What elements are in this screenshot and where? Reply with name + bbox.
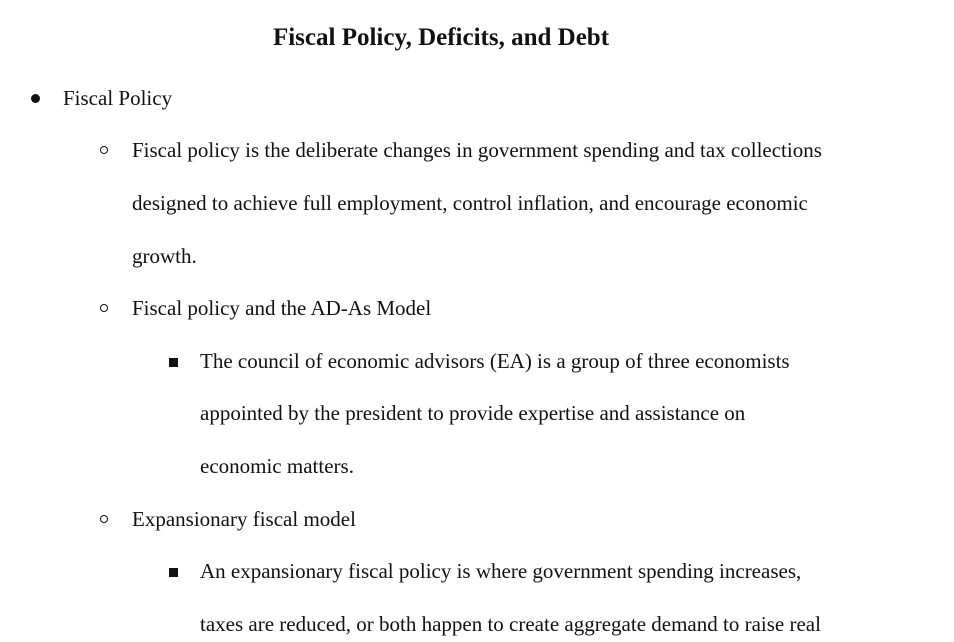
disc-bullet-icon bbox=[31, 83, 41, 113]
section-heading: Fiscal Policy bbox=[63, 86, 173, 110]
circle-bullet-icon bbox=[100, 504, 109, 534]
expansionary-heading: Expansionary fiscal model bbox=[132, 507, 356, 531]
document-title: Fiscal Policy, Deficits, and Debt bbox=[272, 24, 610, 51]
definition-line-3: growth. bbox=[132, 244, 197, 268]
circle-bullet-icon bbox=[100, 135, 109, 165]
definition-line-1: Fiscal policy is the deliberate changes in government spending and tax collections bbox=[132, 138, 822, 162]
circle-bullet-icon bbox=[100, 293, 109, 323]
council-line-3: economic matters. bbox=[200, 454, 354, 478]
expansionary-line-1: An expansionary fiscal policy is where government spending increases, bbox=[200, 559, 802, 583]
square-bullet-icon bbox=[169, 556, 179, 586]
ad-as-heading: Fiscal policy and the AD-As Model bbox=[132, 296, 432, 320]
council-line-1: The council of economic advisors (EA) is a group of three economists bbox=[200, 349, 790, 373]
expansionary-line-2: taxes are reduced, or both happen to create aggregate demand to raise real bbox=[200, 612, 821, 636]
council-line-2: appointed by the president to provide expertise and assistance on bbox=[200, 401, 746, 425]
square-bullet-icon bbox=[169, 346, 179, 376]
definition-line-2: designed to achieve full employment, control inflation, and encourage economic bbox=[132, 191, 808, 215]
